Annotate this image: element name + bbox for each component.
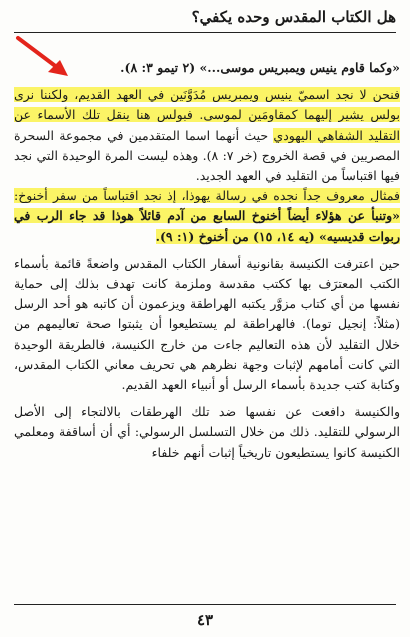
page-number: ٤٣ [196,611,214,629]
paragraph-text: حيث أنهما اسما المتقدمين في مجموعة السحرة المصريين في قصة الخروج (خر ٧: ٨). وهذه ليست المرة الوحيدة التي نجد فيها اقتباساً من التقليد في العهد الجديد. [14,127,400,184]
highlighted-text: فنحن لا نجد اسميّ ينيس ويمبريس مُدَوَّنَين في العهد القديم، ولكننا نرى بولس يشير إليهما كمقاومَين لموسى. فبولس هنا ينقل تلك الأسماء عن التقليد الشفاهي اليهودي [14,87,400,143]
header-divider [14,32,396,33]
page-header-title: هل الكتاب المقدس وحده يكفي؟ [191,8,396,26]
paragraph-1 [14,85,400,186]
body-text [14,58,400,463]
footer-divider [14,604,396,605]
paragraph-2 [14,186,400,247]
paragraph-3: حين اعترفت الكنيسة بقانونية أسفار الكتاب المقدس واضعةً قائمة بأسماء الكتب المعترَف بها ككتب مقدسة وملزمة كانت تهدف بذلك إلى حماية نفسها من أي كتاب مزوَّر يكتبه الهراطقة ويزعمون أن كاتبه هو أحد الرسل (مثلاً: إنجيل توما). فالهراطقة لم يستطيعوا أن يثبتوا صحة تعاليمهم من خلال التقليد لأن هذه التعاليم جاءت من خارج الكنيسة، فالطريقة الوحيدة التي كانت أمامهم لإثبات وجهة نظرهم هي تحريف معاني الكتاب المقدس، وكتابة كتب جديدة بأسماء الرسل أو أنبياء العهد القديم. [14,255,400,393]
paragraph-4: والكنيسة دافعت عن نفسها ضد تلك الهرطقات بالالتجاء إلى الأصل الرسولي للتقليد. ذلك من خلال التسلسل الرسولي: أي أن أساقفة ومعلمي الكنيسة كانوا يستطيعون تاريخياً إثبات أنهم خلفاء [14,404,400,460]
highlighted-quote: «وتنبأ عن هؤلاء أيضاً أخنوخ السابع من آدم قائلاً هوذا قد جاء الرب في ربوات قديسيه» (يه ١٤، ١٥) من أخنوخ (١: ٩). [14,208,400,244]
quote-title: «وكما قاوم ينيس ويمبريس موسى...» (٢ تيمو ٣: ٨). [120,60,400,75]
highlighted-text: فمثال معروف جداً نجده في رسالة يهوذا، إذ نجد اقتباساً من سفر أخنوخ: [14,188,400,204]
